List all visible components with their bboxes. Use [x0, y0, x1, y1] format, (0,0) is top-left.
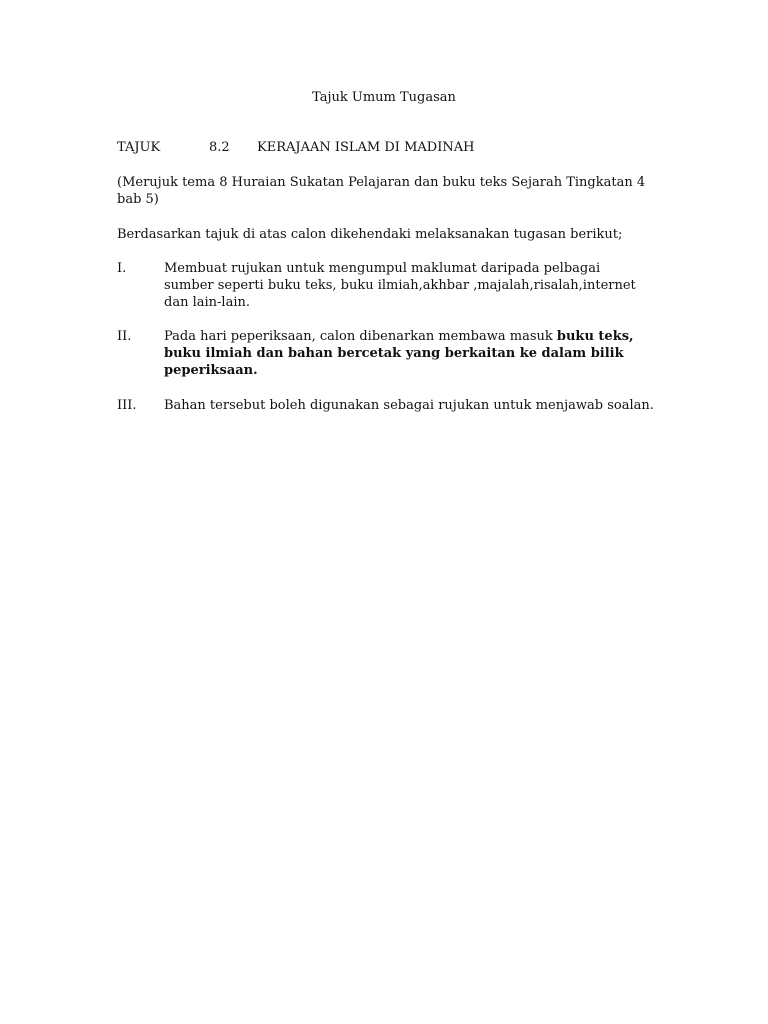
reference-note-line: (Merujuk tema 8 Huraian Sukatan Pelajaran dan buku teks Sejarah Tingkatan 4 [117, 175, 646, 190]
list-item-text-normal: Pada hari peperiksaan, calon dibenarkan membawa masuk [164, 329, 557, 344]
list-item-text [164, 260, 654, 311]
list-item-text [164, 328, 654, 379]
list-item-line: dan lain-lain. [164, 295, 250, 310]
list-item-line: Bahan tersebut boleh digunakan sebagai rujukan untuk menjawab soalan. [164, 398, 654, 413]
topic-number: 8.2 [209, 140, 230, 155]
list-item-line [164, 328, 654, 345]
list-item-number: II. [117, 329, 132, 344]
topic-name: KERAJAAN ISLAM DI MADINAH [257, 140, 475, 155]
list-item-text-bold: buku teks, [556, 329, 634, 344]
list-item-number: I. [117, 261, 127, 276]
reference-note [117, 174, 657, 208]
list-item-line: sumber seperti buku teks, buku ilmiah,akhbar ,majalah,risalah,internet [164, 278, 636, 293]
list-item-line: peperiksaan. [164, 363, 258, 378]
list-item-number: III. [117, 398, 137, 413]
topic-label: TAJUK [117, 140, 161, 155]
list-item-line: Membuat rujukan untuk mengumpul maklumat daripada pelbagai [164, 261, 601, 276]
intro-paragraph: Berdasarkan tajuk di atas calon dikehendaki melaksanakan tugasan berikut; [117, 227, 623, 242]
list-item-text [164, 397, 654, 414]
list-item-line: buku ilmiah dan bahan bercetak yang berkaitan ke dalam bilik [164, 346, 624, 361]
document-title: Tajuk Umum Tugasan [312, 90, 456, 105]
reference-note-line: bab 5) [117, 192, 159, 207]
